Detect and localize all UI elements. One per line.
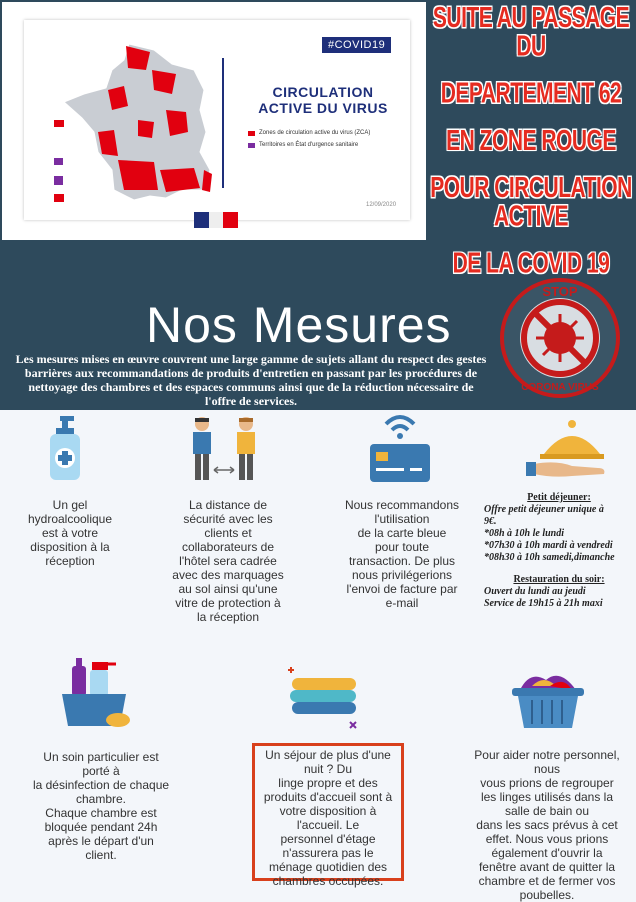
laundry-basket-icon: [510, 664, 586, 730]
gel-description: Un gel hydroalcoolique est à votre disposition à la réception: [27, 498, 113, 568]
distance-description: La distance de sécurité avec les clients et collaborateurs de l'hôtel sera cadrée avec des marquages au sol ainsi qu'une vitre de protection à la réception: [172, 498, 284, 624]
dinner-heading: Restauration du soir:: [513, 574, 605, 585]
card-payment-description: Nous recommandons l'utilisation de la carte bleue pour toute transaction. De plus nous privilégerions l'envoi de facture par e-mail: [344, 498, 460, 610]
france-map-icon: [54, 40, 224, 210]
folded-towels-icon: [286, 660, 362, 732]
hand-sanitizer-icon: [40, 414, 90, 484]
map-date: 12/09/2020: [366, 202, 397, 208]
restaurant-hours: Petit déjeuner: Offre petit déjeuner unique à 9€. *08h à 10h le lundi *07h30 à 10h mardi à vendredi *08h30 à 10h samedi,dimanche Restauration du soir: Ouvert du lundi au jeudi Service de 19h15 à 21h maxi: [484, 492, 634, 610]
social-distance-icon: [188, 414, 260, 484]
republique-francaise-logo: [194, 212, 238, 228]
cleaning-products-icon: [58, 654, 132, 730]
contactless-card-icon: [366, 410, 434, 484]
svg-text:STOP: STOP: [542, 284, 578, 299]
map-card: [2, 2, 426, 240]
covid-map-infographic: [24, 20, 410, 220]
purple-square-icon: [248, 143, 255, 148]
svg-text:CORONA VIRUS: CORONA VIRUS: [521, 382, 599, 393]
page-title: Nos Mesures: [146, 297, 452, 353]
red-square-icon: [248, 131, 255, 136]
covid-hashtag: #COVID19: [322, 37, 391, 53]
disinfection-description: Un soin particulier est porté à la désinfection de chaque chambre. Chaque chambre est bloquée pendant 24h après le départ d'un client.: [32, 750, 170, 862]
breakfast-heading: Petit déjeuner:: [527, 492, 591, 503]
linen-description: Un séjour de plus d'une nuit ? Du linge propre et des produits d'accueil sont à votre disposition à l'accueil. Le personnel d'étage n'assurera pas le ménage quotidien des chambres occupées.: [263, 748, 393, 888]
serving-cloche-icon: [526, 416, 612, 480]
laundry-description: Pour aider notre personnel, nous vous prions de regrouper les linges utilisés dans la salle de bain ou dans les sacs prévus à cet effet. Nous vous prions également d'ouvrir la fenêtre avant de quitter la chambre et de fermer vos poubelles.: [474, 748, 620, 902]
intro-text: Les mesures mises en œuvre couvrent une large gamme de sujets allant du respect des gestes barrières aux recommandations de produits d'entretien en passant par les procédures de nettoyage des chambres et des espaces communs ainsi que de la réduction nécessaire de l'offre de services.: [15, 352, 487, 408]
legend-red: Zones de circulation active du virus (ZCA): [248, 130, 370, 136]
stop-corona-virus-badge: [500, 278, 620, 398]
header-panel: [0, 0, 636, 410]
map-title: CIRCULATION ACTIVE DU VIRUS: [258, 84, 388, 116]
legend-purple: Territoires en État d'urgence sanitaire: [248, 142, 358, 148]
map-divider: [222, 58, 224, 188]
red-zone-alert: SUITE AU PASSAGE DU DEPARTEMENT 62 EN ZONE ROUGE POUR CIRCULATION ACTIVE DE LA COVID 19: [430, 2, 632, 280]
